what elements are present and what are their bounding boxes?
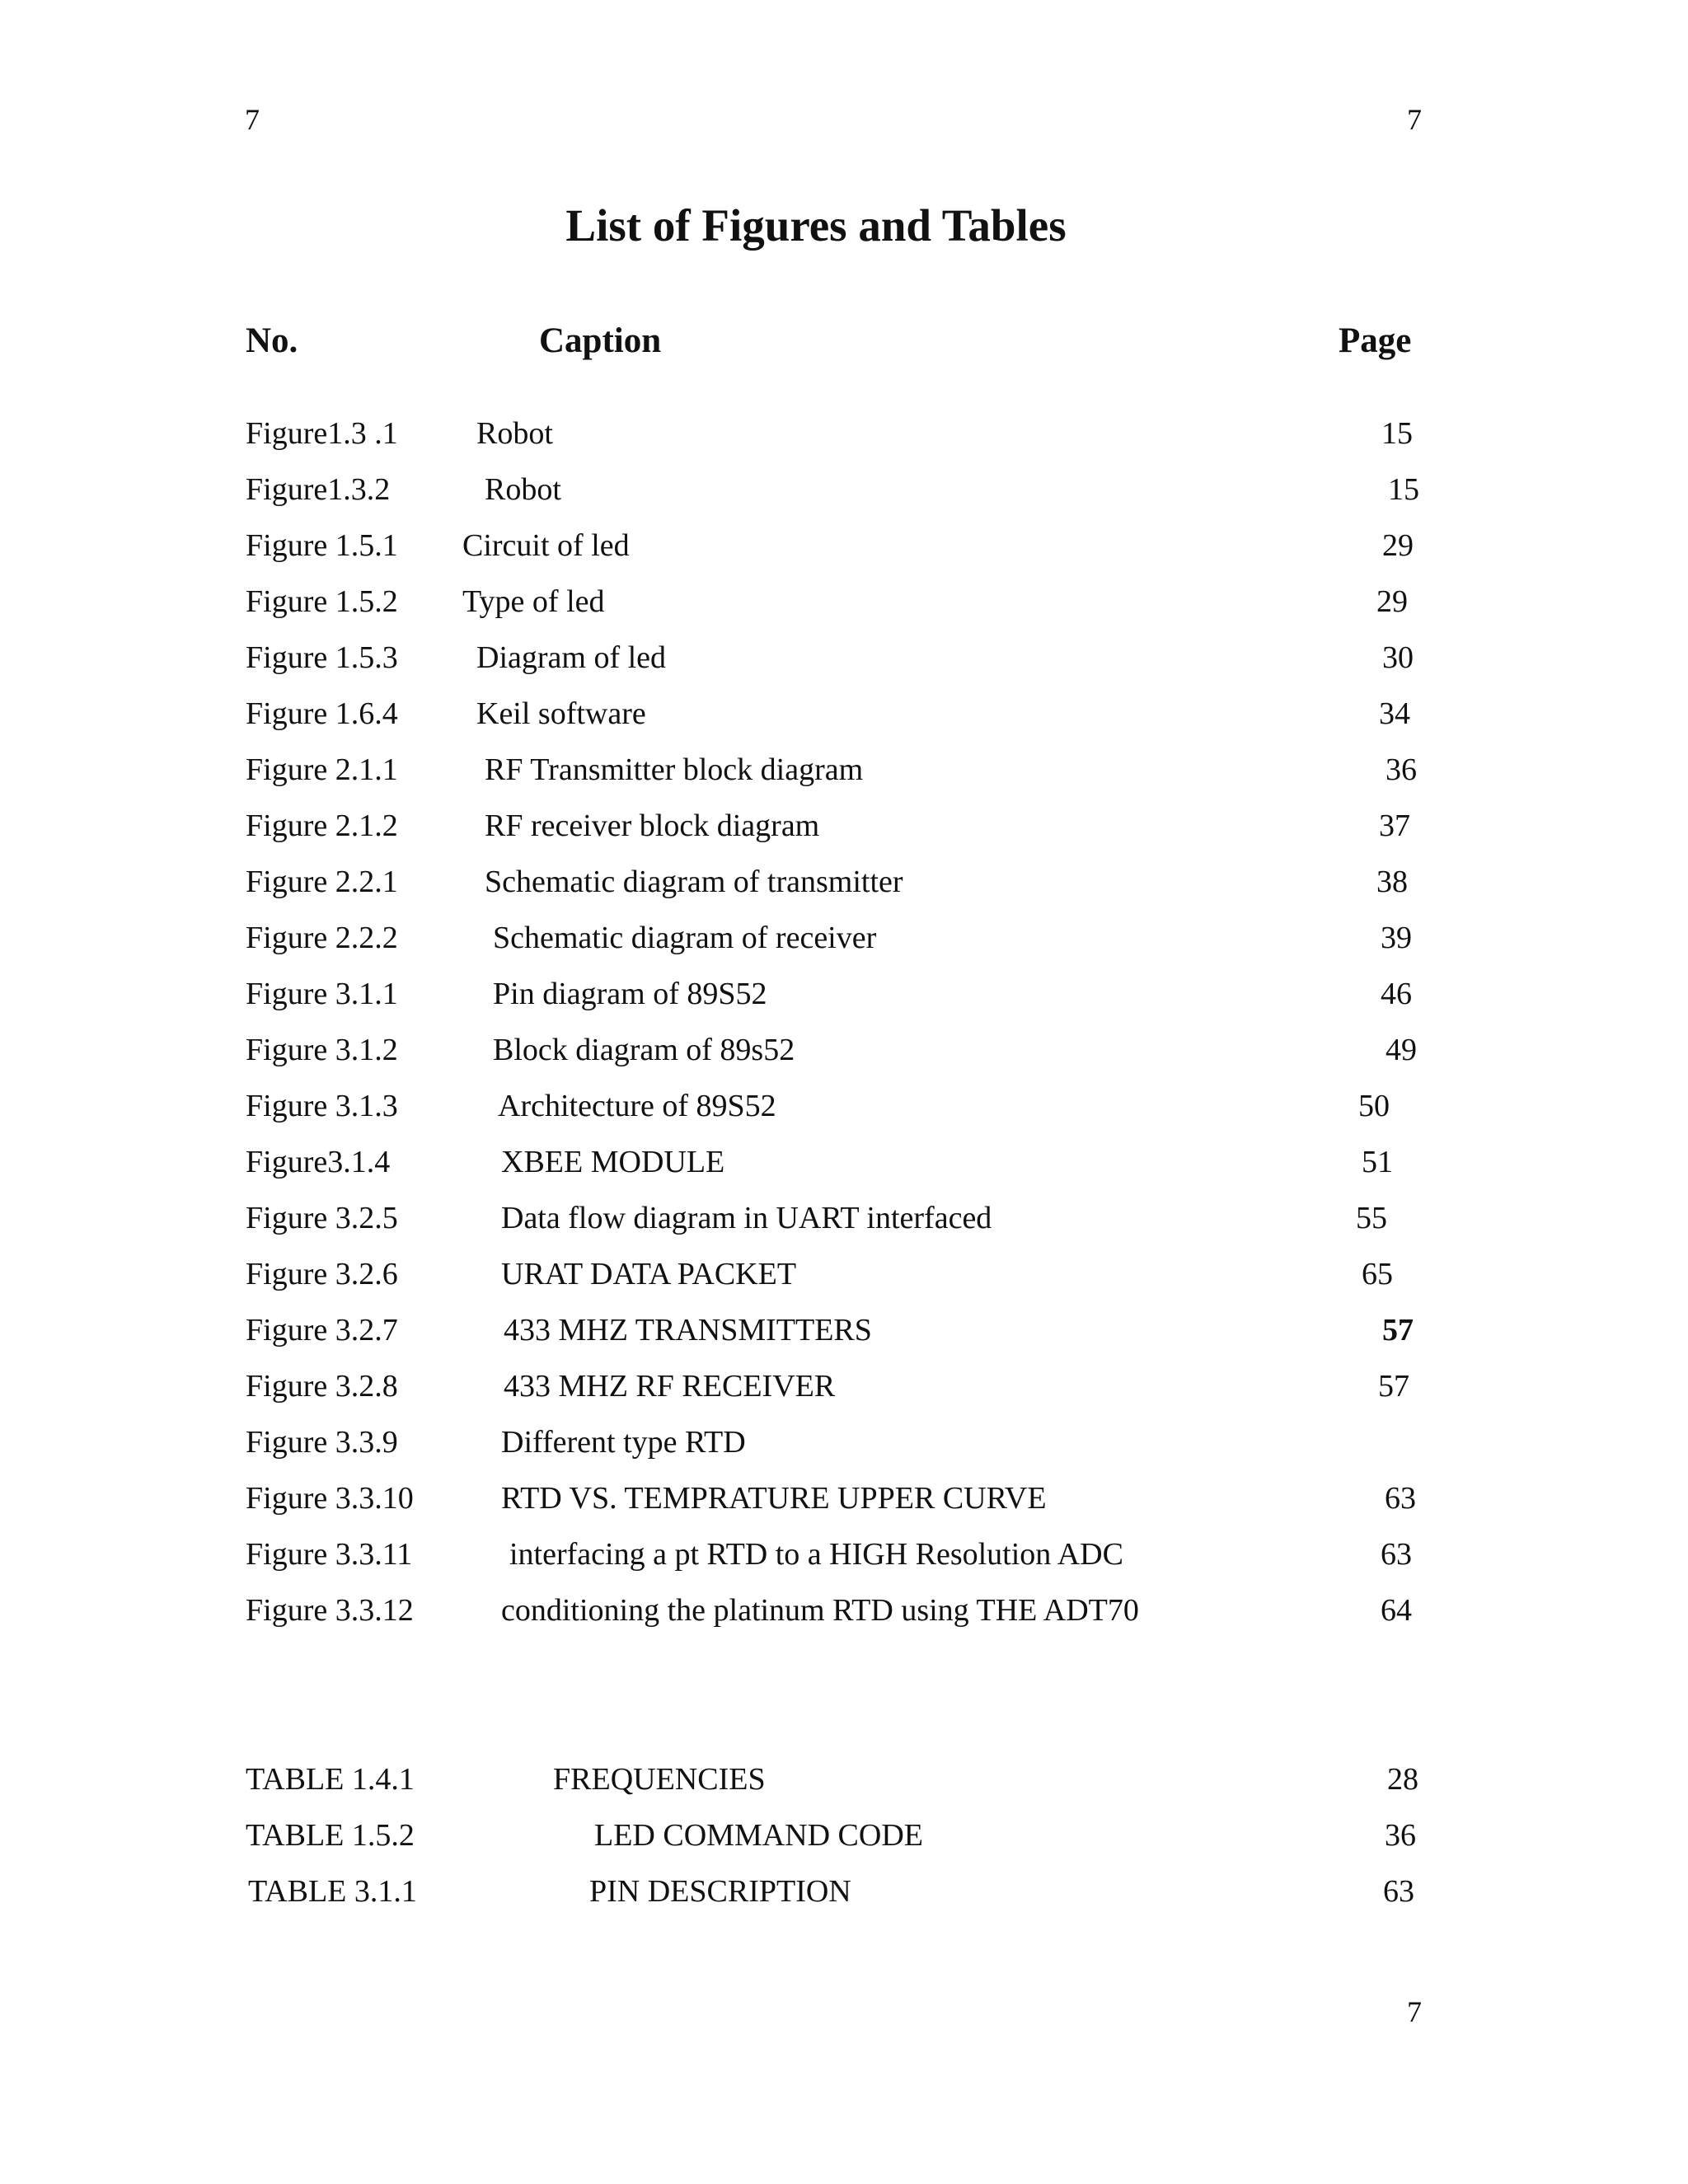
figure-page: 36 (1386, 752, 1417, 787)
figure-caption: interfacing a pt RTD to a HIGH Resolution ADC (509, 1537, 1123, 1572)
figure-number: Figure3.1.4 (246, 1145, 391, 1179)
figure-number: Figure1.3 .1 (246, 416, 398, 451)
figure-page: 38 (1376, 865, 1408, 899)
figure-number: Figure 3.1.3 (246, 1089, 398, 1123)
figure-caption: Pin diagram of 89S52 (493, 977, 767, 1011)
figure-row (0, 1315, 1688, 1347)
figure-page: 50 (1358, 1089, 1390, 1123)
page-number-bottom-right: 7 (1407, 1995, 1422, 2028)
figure-caption: Robot (476, 416, 553, 451)
figure-row (0, 1483, 1688, 1516)
figure-row (0, 1034, 1688, 1067)
figure-row (0, 698, 1688, 731)
figure-row (0, 1371, 1688, 1404)
figure-caption: 433 MHZ TRANSMITTERS (504, 1313, 872, 1347)
figure-number: Figure 1.5.3 (246, 640, 398, 675)
figure-row (0, 810, 1688, 843)
figure-page: 34 (1379, 696, 1410, 731)
figure-number: Figure 3.1.1 (246, 977, 398, 1011)
figure-page: 15 (1381, 416, 1413, 451)
figure-number: Figure 1.5.2 (246, 584, 398, 619)
table-row (0, 1820, 1688, 1853)
figure-page: 15 (1388, 472, 1419, 507)
figure-number: Figure 3.3.10 (246, 1481, 414, 1516)
figure-caption: RTD VS. TEMPRATURE UPPER CURVE (501, 1481, 1047, 1516)
figure-caption: Different type RTD (501, 1425, 746, 1460)
figure-number: Figure 3.2.5 (246, 1201, 398, 1235)
table-page: 28 (1387, 1762, 1418, 1797)
figure-row (0, 1090, 1688, 1123)
figure-caption: Circuit of led (462, 528, 630, 563)
figure-row (0, 866, 1688, 899)
figure-caption: RF Transmitter block diagram (485, 752, 864, 787)
figure-row (0, 1146, 1688, 1179)
figure-page: 29 (1382, 528, 1414, 563)
table-caption: PIN DESCRIPTION (589, 1874, 851, 1909)
page-number-top-right: 7 (1407, 103, 1422, 136)
figure-row (0, 754, 1688, 787)
figure-page: 46 (1381, 977, 1412, 1011)
header-caption: Caption (539, 321, 662, 360)
figure-number: Figure 1.6.4 (246, 696, 398, 731)
table-page: 36 (1385, 1818, 1416, 1853)
figure-number: Figure 3.2.6 (246, 1257, 398, 1291)
figure-number: Figure 3.1.2 (246, 1033, 398, 1067)
figure-page: 63 (1381, 1537, 1412, 1572)
figure-page: 55 (1356, 1201, 1387, 1235)
figure-number: Figure 3.2.8 (246, 1369, 398, 1404)
figure-number: Figure 2.1.2 (246, 808, 398, 843)
figure-caption: Keil software (476, 696, 646, 731)
table-number: TABLE 1.5.2 (246, 1818, 415, 1853)
table-page: 63 (1383, 1874, 1414, 1909)
figure-row (0, 418, 1688, 451)
figure-page: 29 (1376, 584, 1408, 619)
figure-row (0, 1202, 1688, 1235)
figure-caption: URAT DATA PACKET (501, 1257, 797, 1291)
figure-caption: XBEE MODULE (501, 1145, 725, 1179)
figure-caption: RF receiver block diagram (485, 808, 820, 843)
figure-row (0, 922, 1688, 955)
table-row (0, 1764, 1688, 1797)
page-number-top-left: 7 (245, 103, 260, 136)
table-number: TABLE 3.1.1 (248, 1874, 417, 1909)
figure-caption: Architecture of 89S52 (498, 1089, 776, 1123)
table-number: TABLE 1.4.1 (246, 1762, 415, 1797)
figure-row (0, 586, 1688, 619)
figure-number: Figure 3.3.12 (246, 1593, 414, 1628)
figure-page: 57 (1378, 1369, 1409, 1404)
figure-caption: Diagram of led (476, 640, 667, 675)
figure-page: 49 (1386, 1033, 1417, 1067)
figure-caption: conditioning the platinum RTD using THE ADT70 (501, 1593, 1139, 1628)
page-title: List of Figures and Tables (565, 200, 1067, 251)
figure-row (0, 1258, 1688, 1291)
figure-page: 57 (1382, 1313, 1414, 1347)
figure-row (0, 1539, 1688, 1572)
figure-row (0, 1595, 1688, 1628)
figure-page: 37 (1379, 808, 1410, 843)
figure-caption: Robot (485, 472, 561, 507)
figure-number: Figure 2.1.1 (246, 752, 398, 787)
figure-caption: Data flow diagram in UART interfaced (501, 1201, 992, 1235)
figure-caption: Type of led (462, 584, 605, 619)
figure-row (0, 530, 1688, 563)
header-page: Page (1339, 321, 1412, 360)
figure-row (0, 1427, 1688, 1460)
figure-number: Figure 2.2.2 (246, 921, 398, 955)
figure-caption: Schematic diagram of transmitter (485, 865, 903, 899)
figure-page: 65 (1362, 1257, 1393, 1291)
figure-number: Figure 1.5.1 (246, 528, 398, 563)
figure-page: 63 (1385, 1481, 1416, 1516)
figure-page: 64 (1381, 1593, 1412, 1628)
figure-caption: 433 MHZ RF RECEIVER (504, 1369, 836, 1404)
figure-page: 30 (1382, 640, 1414, 675)
figure-row (0, 642, 1688, 675)
table-caption: FREQUENCIES (553, 1762, 766, 1797)
figure-page: 51 (1362, 1145, 1393, 1179)
figure-caption: Block diagram of 89s52 (493, 1033, 795, 1067)
figure-number: Figure1.3.2 (246, 472, 391, 507)
figure-page: 39 (1381, 921, 1412, 955)
figure-number: Figure 3.3.11 (246, 1537, 413, 1572)
figure-number: Figure 3.3.9 (246, 1425, 398, 1460)
figure-number: Figure 2.2.1 (246, 865, 398, 899)
figure-row (0, 474, 1688, 507)
table-caption: LED COMMAND CODE (594, 1818, 923, 1853)
figure-caption: Schematic diagram of receiver (493, 921, 877, 955)
table-row (0, 1876, 1688, 1909)
header-no: No. (246, 321, 298, 360)
figure-row (0, 978, 1688, 1011)
figure-number: Figure 3.2.7 (246, 1313, 398, 1347)
